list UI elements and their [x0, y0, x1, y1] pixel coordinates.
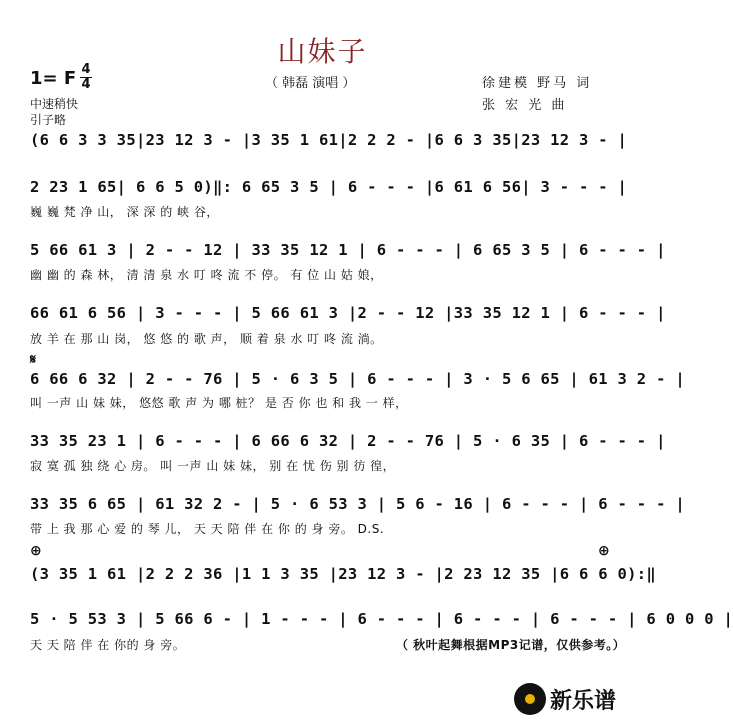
score-notes-line-6: 33 35 23 1 | 6 - - - | 6 66 6 32 | 2 - - 76 | 5 · 6 35 | 6 - - - | [30, 432, 666, 450]
tempo-marking: 中速稍快 [30, 97, 79, 111]
lyrics-line-9: 天 天 陪 伴 在 你的 身 旁。 [30, 638, 186, 652]
score-notes-line-8: (3 35 1 61 |2 2 2 36 |1 1 3 35 |23 12 3 - |2 23 12 35 |6 6 6 0):‖ [30, 565, 657, 583]
lyrics-line-2: 巍 巍 梵 净 山， 深 深 的 峡 谷， [30, 205, 219, 219]
site-logo-text: 新乐谱 [550, 688, 617, 714]
score-notes-line-2: 2 23 1 65| 6 6 5 0)‖: 6 65 3 5 | 6 - - - |6 61 6 56| 3 - - - | [30, 178, 628, 196]
intro-note: 引子略 [30, 113, 67, 127]
segno-mark: 𝄋 [30, 352, 37, 368]
score-notes-line-3: 5 66 61 3 | 2 - - 12 | 33 35 12 1 | 6 - - - | 6 65 3 5 | 6 - - - | [30, 241, 666, 259]
time-signature-top: 4 [81, 62, 91, 77]
lyrics-line-5: 叫 一声 山 妹 妹， 悠悠 歌 声 为 哪 桩？ 是 否 你 也 和 我 一 样， [30, 396, 408, 410]
lyrics-line-7: 带 上 我 那 心 爱 的 琴 儿， 天 天 陪 伴 在 你 的 身 旁。 D.S. [30, 522, 385, 536]
lyrics-line-6: 寂 寞 孤 独 绕 心 房。 叫 一声 山 妹 妹， 别 在 忧 伤 别 彷 徨， [30, 459, 396, 473]
score-notes-line-5: 6 66 6 32 | 2 - - 76 | 5 · 6 3 5 | 6 - - - | 3 · 5 6 65 | 61 3 2 - | [30, 370, 685, 388]
page-title: 山妹子 [277, 35, 368, 68]
key-signature: 1= F [30, 68, 77, 89]
lyrics-line-4: 放 羊 在 那 山 岗， 悠 悠 的 歌 声， 顺 着 泉 水 叮 咚 流 淌。 [30, 332, 383, 346]
time-signature [80, 64, 92, 91]
score-notes-line-7: 33 35 6 65 | 61 32 2 - | 5 · 6 53 3 | 5 6 - 16 | 6 - - - | 6 - - - | [30, 495, 685, 513]
transcription-note: （ 秋叶起舞根据MP3记谱，仅供参考。） [396, 638, 626, 652]
coda-mark-right: ⊕ [598, 543, 610, 559]
score-notes-line-9: 5 · 5 53 3 | 5 66 6 - | 1 - - - | 6 - - - | 6 - - - | 6 - - - | 6 0 0 0 | [30, 610, 733, 628]
time-signature-bottom: 4 [81, 77, 91, 92]
lyrics-line-3: 幽 幽 的 森 林， 清 清 泉 水 叮 咚 流 不 停。 有 位 山 姑 娘， [30, 268, 383, 282]
singer-credit: （ 韩磊 演唱 ） [265, 76, 356, 91]
lyricist-credit: 徐建模 野马 词 [482, 76, 593, 91]
site-logo [514, 683, 616, 715]
composer-credit: 张 宏 光 曲 [482, 98, 568, 113]
score-notes-line-1: (6 6 3 3 35|23 12 3 - |3 35 1 61|2 2 2 - |6 6 3 35|23 12 3 - | [30, 131, 628, 149]
coda-mark-left: ⊕ [30, 543, 42, 559]
score-notes-line-4: 66 61 6 56 | 3 - - - | 5 66 61 3 |2 - - 12 |33 35 12 1 | 6 - - - | [30, 304, 666, 322]
record-disc-icon [514, 683, 546, 715]
